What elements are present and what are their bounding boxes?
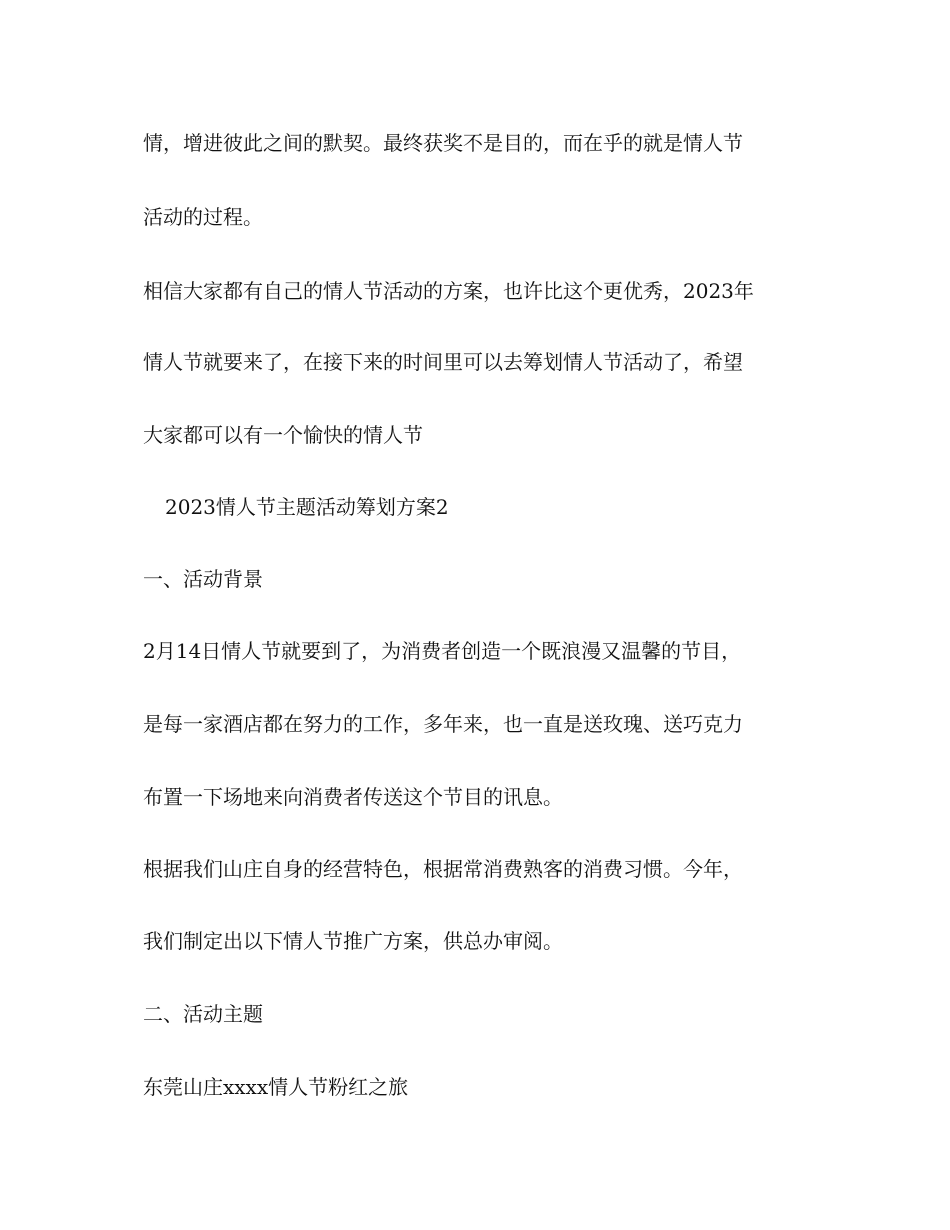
section-title: 2023情人节主题活动筹划方案2 — [165, 495, 449, 519]
paragraph-line: 情人节就要来了，在接下来的时间里可以去筹划情人节活动了，希望 — [143, 350, 743, 374]
paragraph-line: 情，增进彼此之间的默契。最终获奖不是目的，而在乎的就是情人节 — [143, 131, 743, 155]
paragraph-line: 大家都可以有一个愉快的情人节 — [143, 423, 423, 447]
paragraph-line: 活动的过程。 — [143, 205, 263, 229]
paragraph-line: 东莞山庄xxxx情人节粉红之旅 — [143, 1075, 409, 1099]
section-heading: 二、活动主题 — [143, 1002, 263, 1026]
paragraph-line: 我们制定出以下情人节推广方案，供总办审阅。 — [143, 929, 563, 953]
paragraph-line: 是每一家酒店都在努力的工作，多年来，也一直是送玫瑰、送巧克力 — [143, 712, 743, 736]
paragraph-line: 2月14日情人节就要到了，为消费者创造一个既浪漫又温馨的节目， — [143, 639, 742, 663]
paragraph-line: 相信大家都有自己的情人节活动的方案，也许比这个更优秀，2023年 — [143, 279, 754, 303]
section-heading: 一、活动背景 — [143, 567, 263, 591]
paragraph-line: 根据我们山庄自身的经营特色，根据常消费熟客的消费习惯。今年， — [143, 857, 743, 881]
paragraph-line: 布置一下场地来向消费者传送这个节目的讯息。 — [143, 785, 563, 809]
